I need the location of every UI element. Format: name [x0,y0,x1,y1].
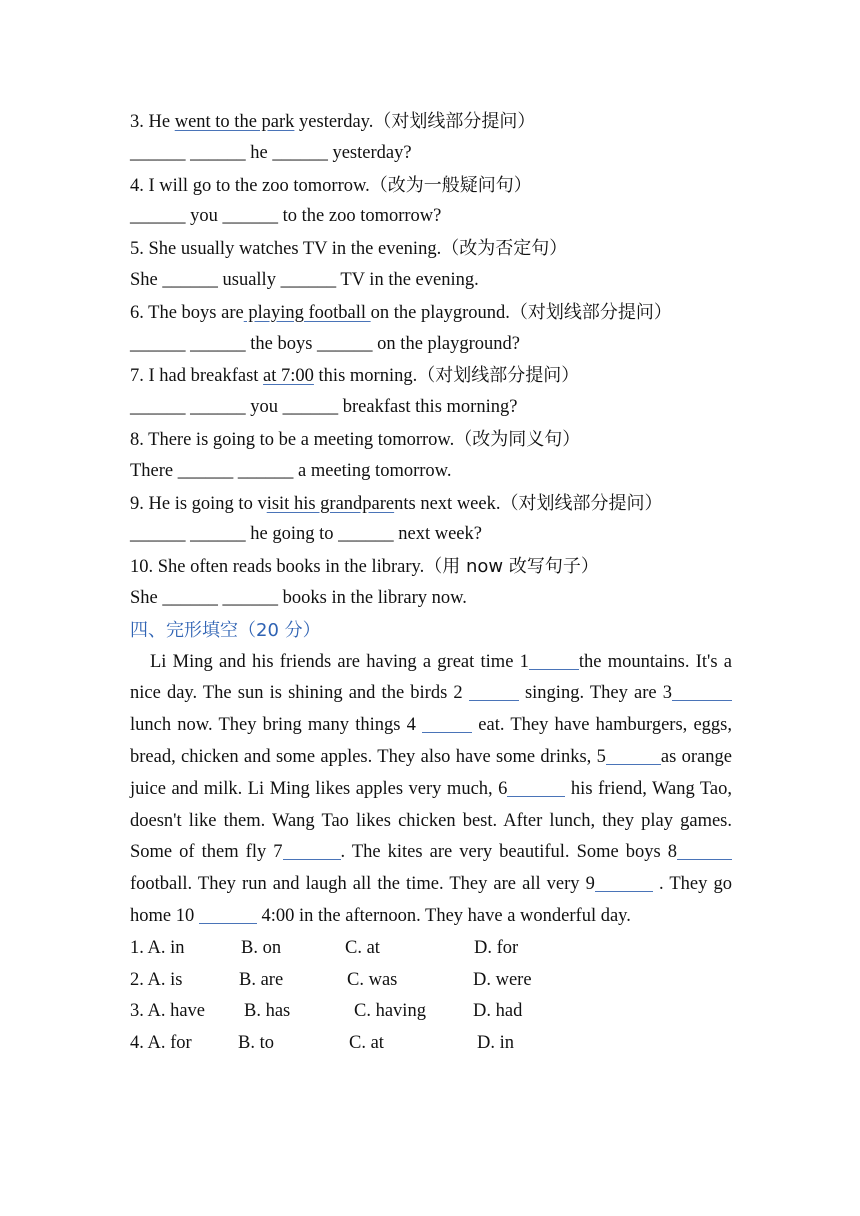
choice-option-b[interactable]: B. are [239,969,284,990]
answer-line-4[interactable]: ______ you ______ to the zoo tomorrow? [130,206,442,227]
underlined-phrase: playing football [243,302,371,323]
choice-row-2 [130,965,732,997]
instruction-note: （改为否定句） [441,238,568,260]
answer-line-8[interactable]: There ______ ______ a meeting tomorrow. [130,460,452,481]
instruction-note: （用 now 改写句子） [424,556,599,578]
cloze-blank-2[interactable] [469,680,519,701]
question-3: 3. He went to the park yesterday.（对划线部分提问） [130,111,536,132]
choice-option-d[interactable]: D. were [473,969,532,990]
choice-option-d[interactable]: D. for [474,937,519,958]
answer-line-9[interactable]: ______ ______ he going to ______ next week? [130,524,482,545]
cloze-blank-10[interactable] [199,903,257,924]
cloze-blank-9[interactable] [595,871,653,892]
answer-line-6[interactable]: ______ ______ the boys ______ on the playground? [130,333,520,354]
cloze-blank-4[interactable] [422,712,472,733]
choice-option-a[interactable]: 1. A. in [130,937,185,958]
choice-option-a[interactable]: 4. A. for [130,1033,192,1054]
instruction-note: （对划线部分提问） [500,492,663,514]
cloze-blank-7[interactable] [283,839,341,860]
instruction-note: （改为一般疑问句） [369,174,532,196]
question-8: 8. There is going to be a meeting tomorrow.（改为同义句） [130,428,581,450]
question-5: 5. She usually watches TV in the evening.（改为否定句） [130,238,568,260]
underlined-phrase: isit his grandpare [266,493,395,514]
answer-line-10[interactable]: She ______ ______ books in the library now. [130,587,467,608]
instruction-note: （改为同义句） [454,428,581,450]
choice-option-a[interactable]: 2. A. is [130,969,183,990]
worksheet-content [130,106,732,1060]
choice-row-1 [130,933,732,965]
underlined-phrase: went to the park [174,112,295,132]
choice-option-d[interactable]: D. in [477,1033,514,1054]
question-6: 6. The boys are playing football on the playground.（对划线部分提问） [130,301,672,323]
cloze-blank-1[interactable] [529,649,579,670]
section-heading: 四、完形填空（20 分） [130,619,321,641]
choice-option-b[interactable]: B. to [238,1033,274,1054]
cloze-blank-8[interactable] [677,839,732,860]
answer-line-3[interactable]: ______ ______ he ______ yesterday? [130,142,412,163]
instruction-note: （对划线部分提问） [373,111,536,132]
choice-row-3 [130,996,732,1028]
cloze-blank-3[interactable] [672,680,732,701]
question-10: 10. She often reads books in the library.（用 now 改写句子） [130,556,599,578]
choice-option-b[interactable]: B. on [241,937,282,958]
question-7: 7. I had breakfast at 7:00 this morning.（对划线部分提问） [130,365,580,387]
answer-line-5[interactable]: She ______ usually ______ TV in the evening. [130,269,479,290]
choice-row-4 [130,1028,732,1060]
instruction-note: （对划线部分提问） [417,365,580,387]
cloze-blank-5[interactable] [606,744,661,765]
choice-option-b[interactable]: B. has [244,1001,291,1022]
choice-option-c[interactable]: C. at [349,1033,384,1054]
answer-line-7[interactable]: ______ ______ you ______ breakfast this morning? [130,397,518,418]
instruction-note: （对划线部分提问） [509,301,672,323]
choice-option-c[interactable]: C. at [345,937,380,958]
question-4: 4. I will go to the zoo tomorrow.（改为一般疑问句） [130,174,532,196]
choice-option-a[interactable]: 3. A. have [130,1001,206,1022]
choice-option-c[interactable]: C. was [347,969,398,990]
choice-option-d[interactable]: D. had [473,1001,523,1022]
choice-option-c[interactable]: C. having [354,1001,426,1022]
cloze-passage: Li Ming and his friends are having a great time 1 the mountains. It's a nice day. The sun is shining and the birds 2 singing. They are 3 lunch now. They bring many things 4 eat. They have hamburgers, eggs, bread, chicken and some apples. They also have some drinks, 5 as orange juice and milk. Li Ming likes apples very much, 6 his friend, Wang Tao, doesn't like them. Wang Tao likes chicken best. After lunch, they play games. Some of them fly 7 . The kites are very beautiful. Some boys 8football. They run and laugh all the time. They are all very 9 . They go home 10 4:00 in the afternoon. They have a wonderful day. [130,647,732,933]
question-9: 9. He is going to visit his grandparents next week.（对划线部分提问） [130,492,663,514]
cloze-blank-6[interactable] [507,776,565,797]
underlined-phrase: at 7:00 [263,366,314,387]
